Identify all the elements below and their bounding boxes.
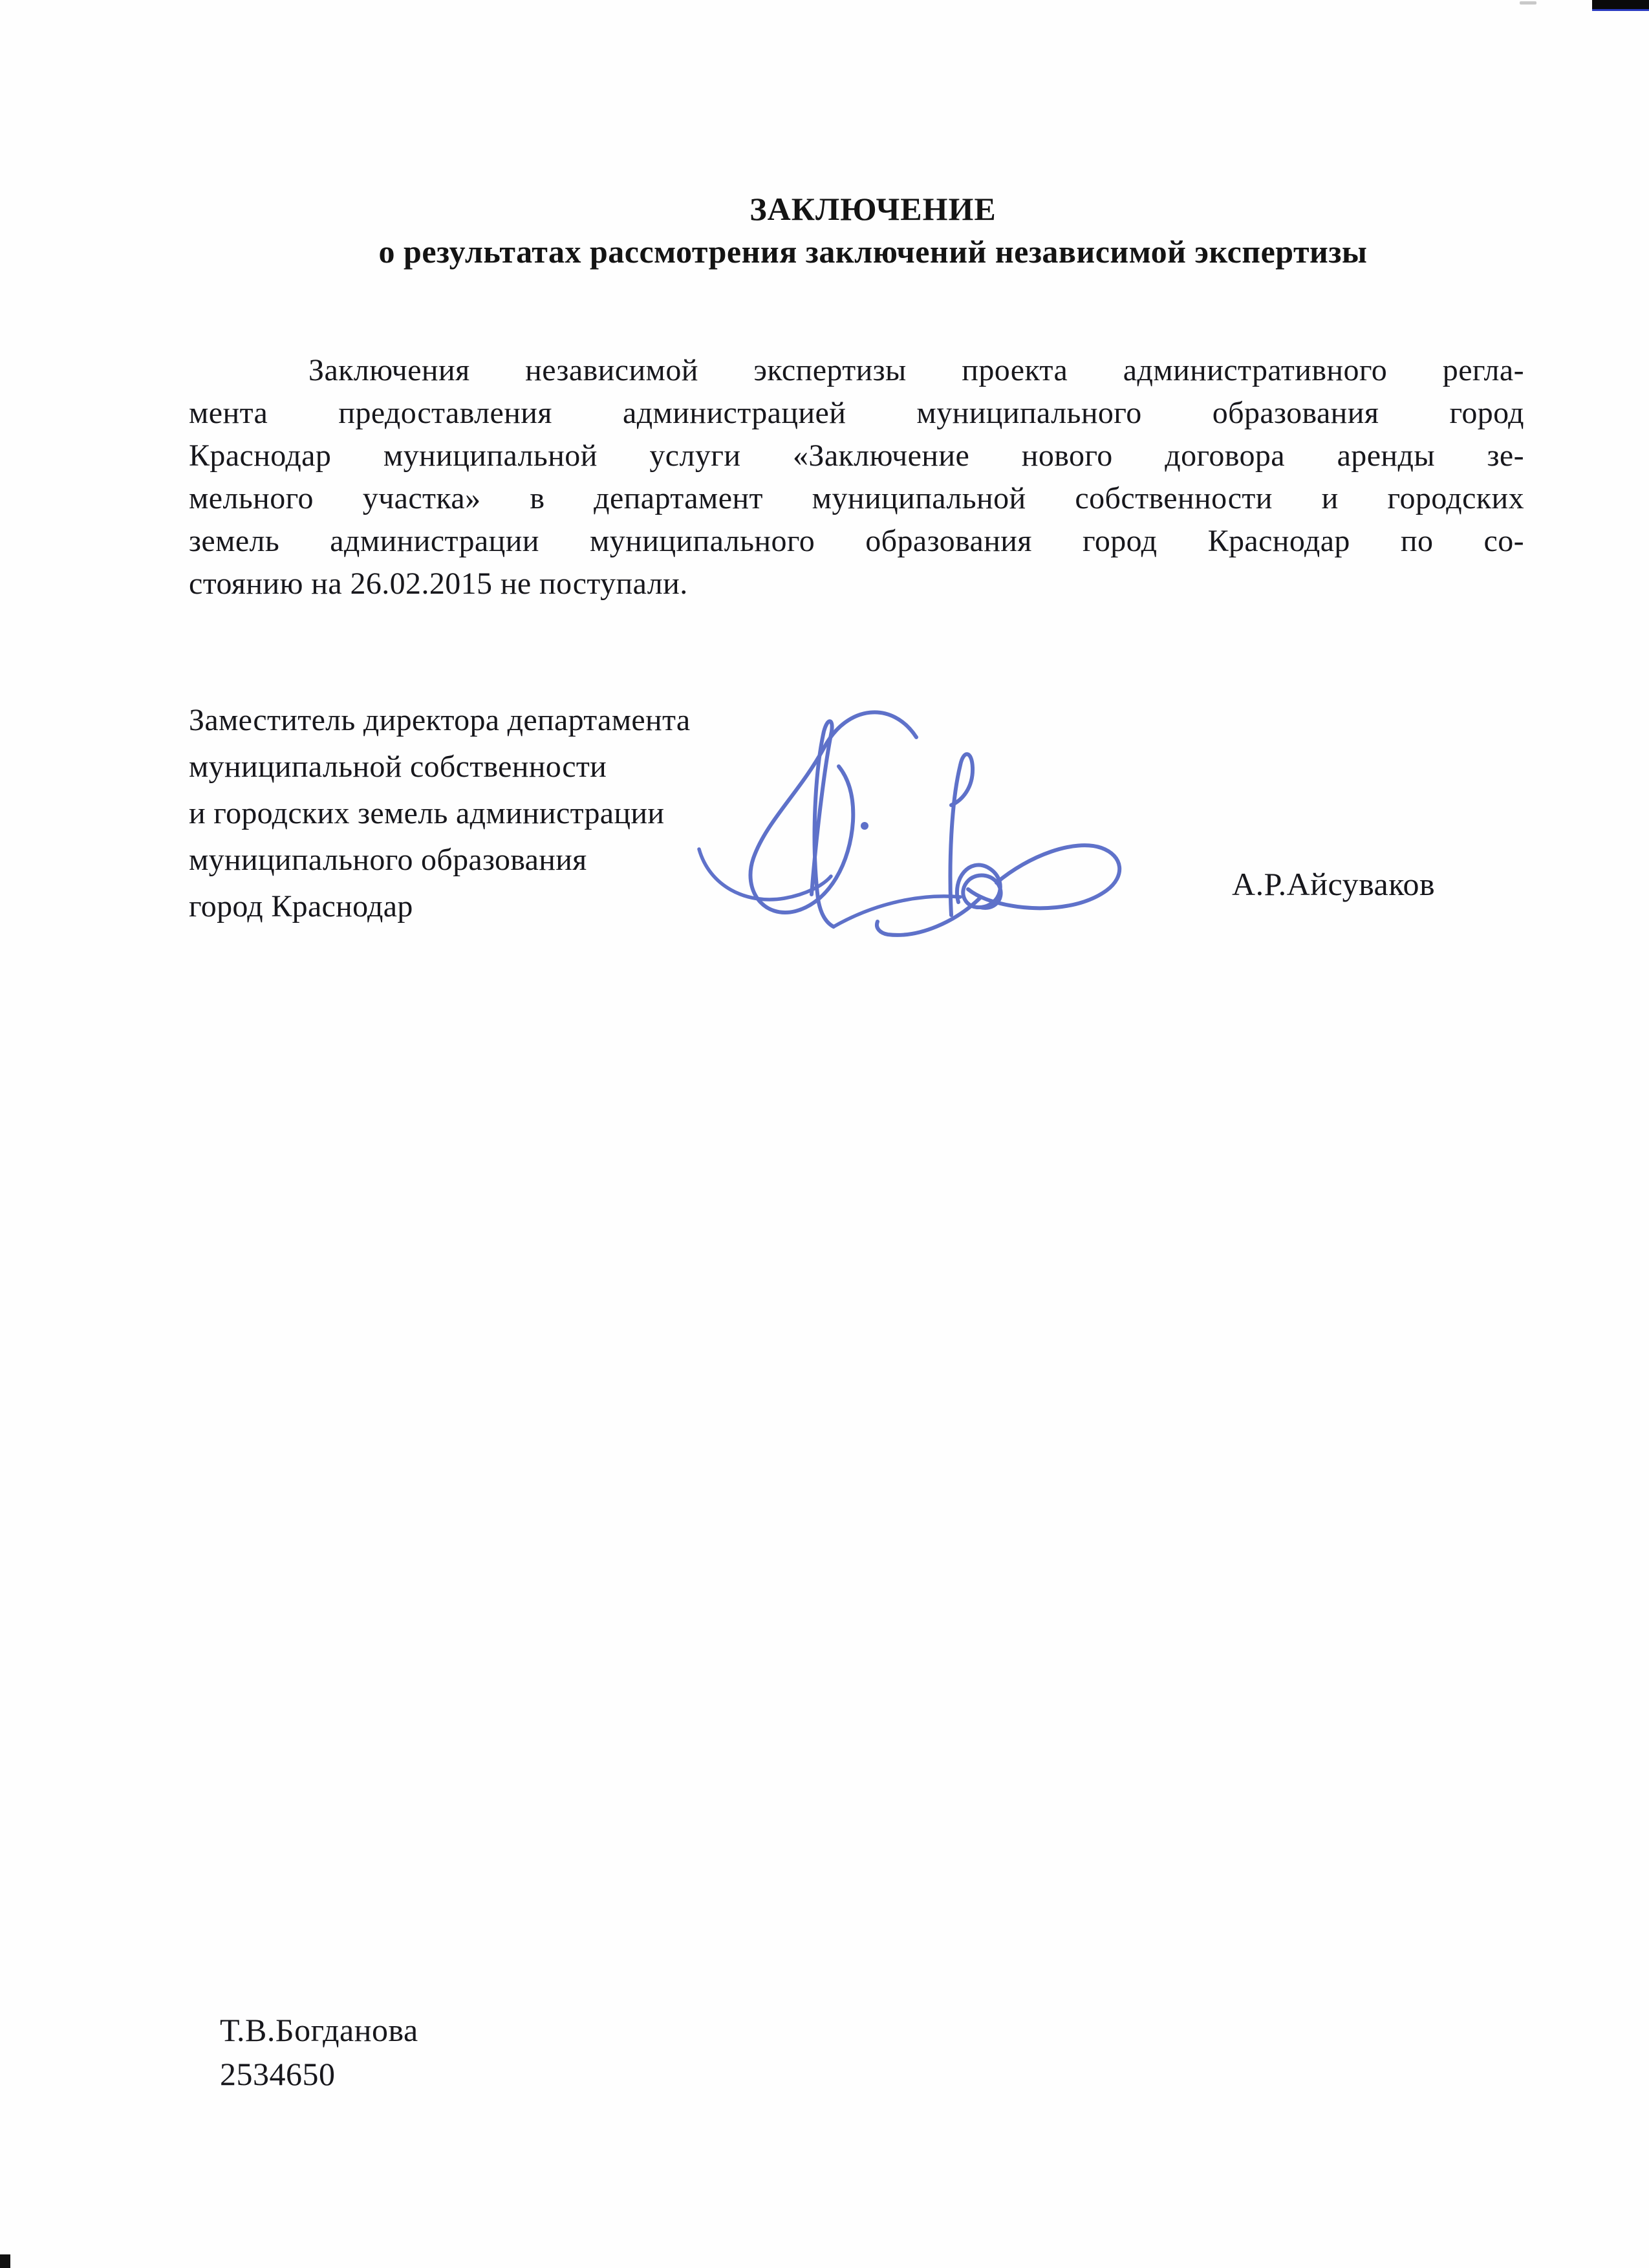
- title-line-2: о результатах рассмотрения заключений независимой экспертизы: [378, 233, 1368, 270]
- paragraph-line: мента предоставления администрацией муниципального образования город: [189, 396, 1524, 430]
- document-title: [194, 189, 1552, 272]
- footer-block: [220, 2008, 418, 2096]
- signature-title-line: и городских земель администрации: [189, 796, 665, 830]
- signature-title-line: Заместитель директора департамента: [189, 703, 691, 737]
- scan-artifact-bottom-left-mark: [0, 2254, 10, 2268]
- handwritten-signature-ink: [637, 689, 1141, 947]
- paragraph-line: мельного участка» в департамент муниципальной собственности и городских: [189, 481, 1524, 515]
- scan-artifact-speck: [1520, 1, 1536, 5]
- scan-artifact-top-right-bar: [1592, 0, 1649, 11]
- executor-name: Т.В.Богданова: [220, 2012, 418, 2048]
- signature-title-line: город Краснодар: [189, 889, 413, 923]
- executor-phone: 2534650: [220, 2056, 336, 2092]
- paragraph-line: стоянию на 26.02.2015 не поступали.: [189, 567, 688, 601]
- paragraph-line: Краснодар муниципальной услуги «Заключение нового договора аренды зе-: [189, 438, 1524, 473]
- signature-title-line: муниципальной собственности: [189, 750, 607, 784]
- signature-title-line: муниципального образования: [189, 843, 587, 877]
- title-line-1: ЗАКЛЮЧЕНИЕ: [749, 191, 997, 227]
- paragraph-line: Заключения независимой экспертизы проекта административного регла-: [308, 353, 1524, 387]
- paragraph-line: земель администрации муниципального образования город Краснодар по со-: [189, 524, 1524, 558]
- signatory-name: А.Р.Айсуваков: [1232, 866, 1436, 902]
- body-paragraph: [189, 349, 1524, 605]
